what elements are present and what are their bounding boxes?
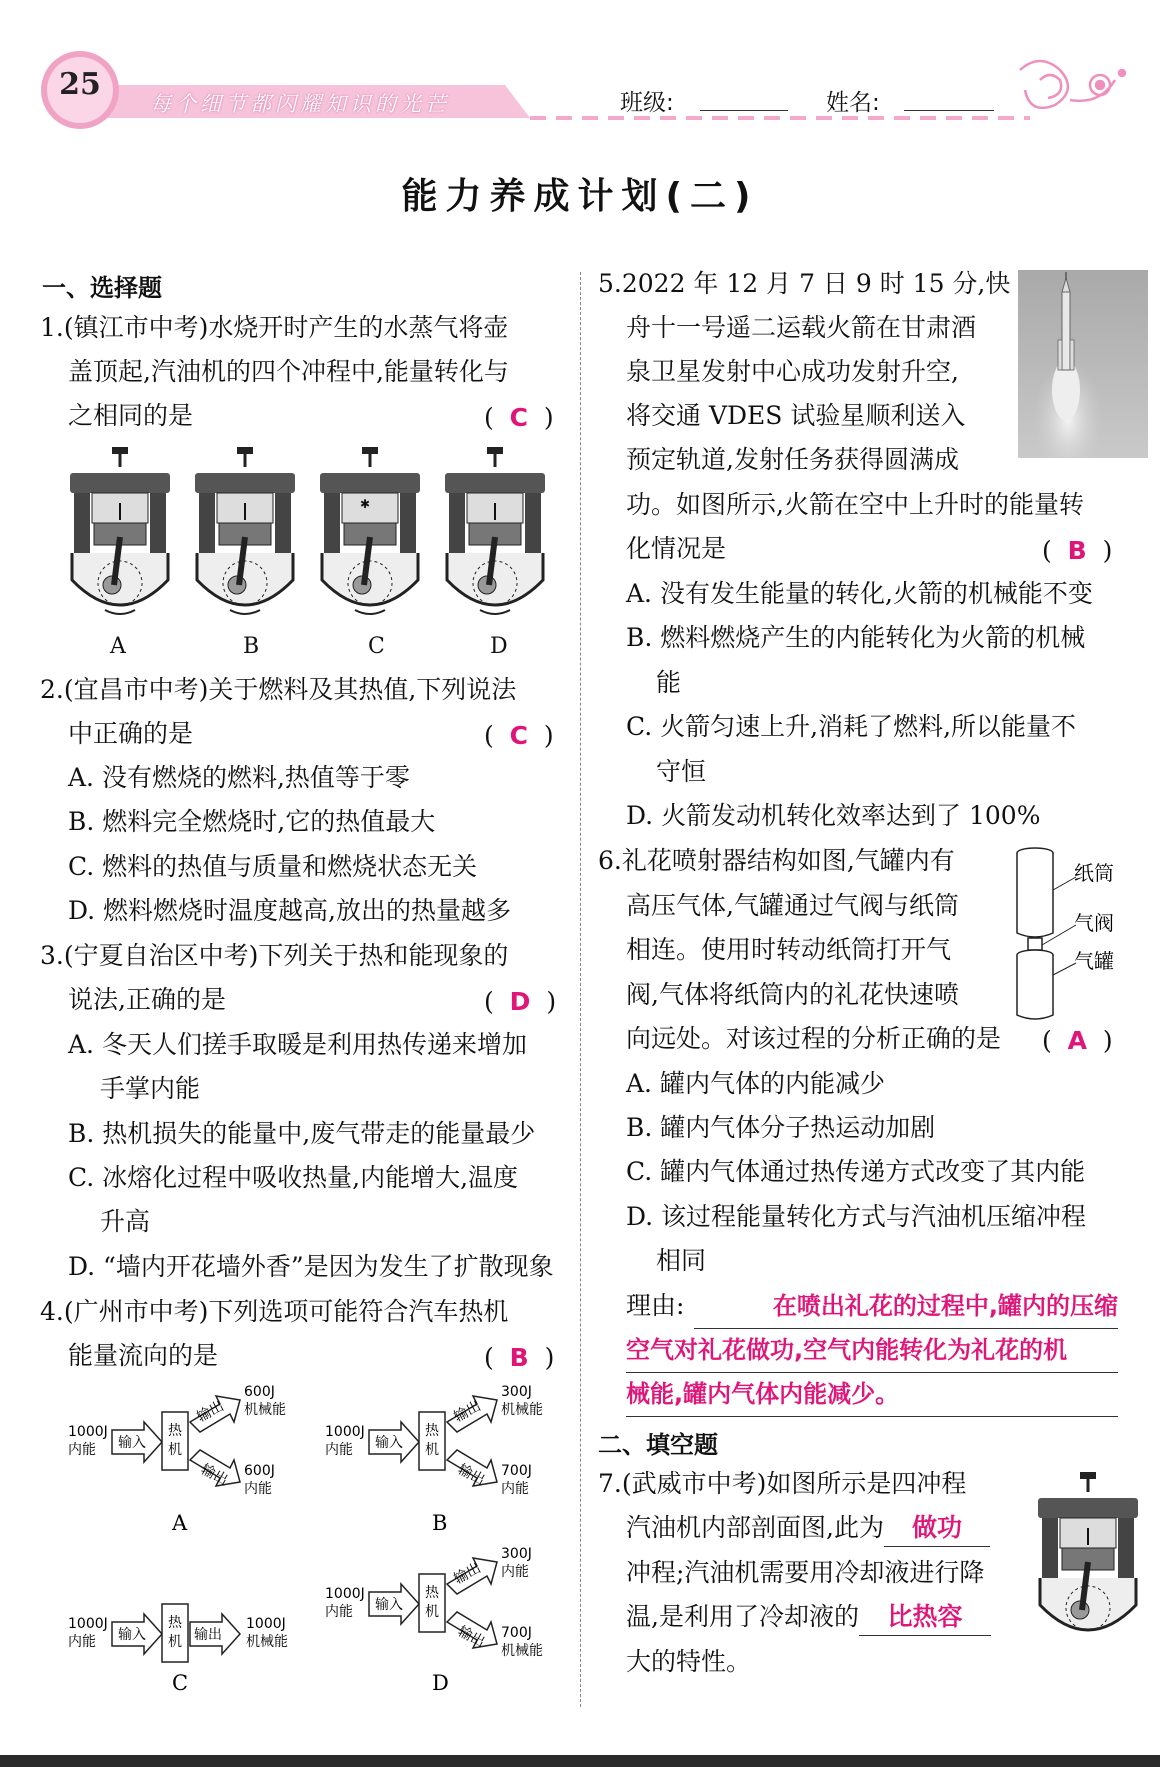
- flow-b-bottom-kind: 内能: [501, 1481, 529, 1497]
- flow-c-out-kind: 机械能: [246, 1634, 288, 1650]
- flow-d-out-label-top: 输出: [451, 1560, 484, 1588]
- q7-blank-2[interactable]: 比热容: [859, 1599, 991, 1636]
- q1-answer-bracket: ( C ): [484, 403, 554, 432]
- flow-d-bottom-kind: 机械能: [501, 1643, 543, 1659]
- label-paper-tube: 纸筒: [1074, 861, 1114, 885]
- rocket-photo: [1018, 270, 1148, 458]
- flow-d-input-kind: 内能: [325, 1604, 353, 1620]
- q7-line-1: 7.(武威市中考)如图所示是四冲程: [598, 1469, 967, 1498]
- q6-answer: A: [1067, 1026, 1088, 1055]
- page-number: 25: [59, 67, 101, 102]
- q7-line-4-text: 温,是利用了冷却液的: [626, 1602, 859, 1631]
- q3-line-1: 3.(宁夏自治区中考)下列关于热和能现象的: [40, 941, 509, 970]
- q5-line-6: 功。如图所示,火箭在空中上升时的能量转: [626, 490, 1084, 519]
- flow-d-engine-1: 热: [425, 1585, 439, 1601]
- flow-a-top-kind: 机械能: [244, 1402, 286, 1418]
- q3-option-c-cont: 升高: [100, 1207, 151, 1236]
- flow-c-input-kind: 内能: [68, 1634, 96, 1650]
- flow-a-input-kind: 内能: [68, 1442, 96, 1458]
- flow-d-caption: D: [432, 1671, 449, 1695]
- flow-b-top-amount: 300J: [501, 1384, 532, 1400]
- q5-option-b: B. 燃料燃烧产生的内能转化为火箭的机械: [626, 623, 1086, 652]
- q3-option-c: C. 冰熔化过程中吸收热量,内能增大,温度: [68, 1163, 519, 1192]
- q1-answer: C: [509, 403, 529, 432]
- q2-line-2: 中正确的是: [68, 719, 194, 748]
- q1-engine-figures: [60, 445, 560, 630]
- q3-option-d: D. “墙内开花墙外香”是因为发生了扩散现象: [68, 1252, 554, 1281]
- flow-a-bottom-amount: 600J: [244, 1463, 275, 1479]
- flow-b-caption: B: [432, 1511, 448, 1535]
- flow-b-input-amount: 1000J: [325, 1424, 365, 1440]
- engine-figure-b: [195, 447, 295, 614]
- q6-reason-line-3[interactable]: 械能,罐内气体内能减少。: [626, 1372, 1118, 1417]
- q1-label-b: B: [243, 634, 260, 659]
- flow-c-out-amount: 1000J: [246, 1616, 286, 1632]
- svg-text:✱: ✱: [360, 497, 371, 511]
- column-divider: [580, 272, 581, 1707]
- q1-label-a: A: [110, 634, 126, 659]
- q6-line-5: 向远处。对该过程的分析正确的是: [626, 1024, 1002, 1053]
- q5-option-d: D. 火箭发动机转化效率达到了 100%: [626, 801, 1041, 830]
- flow-d-engine-2: 机: [425, 1604, 439, 1620]
- q4-diagram-a: [68, 1384, 286, 1535]
- q6-option-d-cont: 相同: [656, 1246, 707, 1275]
- bottom-edge: [0, 1755, 1160, 1767]
- q1-label-c: C: [368, 634, 385, 659]
- q2-option-a: A. 没有燃烧的燃料,热值等于零: [68, 763, 410, 792]
- q6-option-b: B. 罐内气体分子热运动加剧: [626, 1113, 936, 1142]
- section2-title: 二、填空题: [598, 1431, 718, 1459]
- q5-line-2: 舟十一号遥二运载火箭在甘肃酒: [626, 313, 977, 342]
- flow-a-engine-1: 热: [168, 1423, 182, 1439]
- q7-line-5: 大的特性。: [626, 1647, 752, 1676]
- q1-label-d: D: [490, 634, 508, 659]
- flow-d-bottom-amount: 700J: [501, 1625, 532, 1641]
- q6-line-1: 6.礼花喷射器结构如图,气罐内有: [598, 846, 955, 875]
- flow-c-in-label: 输入: [118, 1627, 146, 1643]
- flow-d-input-amount: 1000J: [325, 1586, 365, 1602]
- flow-b-out-label-top: 输出: [451, 1398, 484, 1426]
- q5-line-1: 5.2022 年 12 月 7 日 9 时 15 分,快: [598, 269, 1011, 298]
- q3-answer-bracket: ( D ): [484, 987, 557, 1016]
- q1-line-2: 盖顶起,汽油机的四个冲程中,能量转化与: [68, 357, 509, 386]
- q2-line-1: 2.(宜昌市中考)关于燃料及其热值,下列说法: [40, 675, 517, 704]
- q6-option-c: C. 罐内气体通过热传递方式改变了其内能: [626, 1157, 1086, 1186]
- q4-line-1: 4.(广州市中考)下列选项可能符合汽车热机: [40, 1297, 509, 1326]
- q5-line-4: 将交通 VDES 试验星顺利送入: [626, 401, 966, 430]
- page-header: [0, 40, 1160, 130]
- q7-line-3: 冲程;汽油机需要用冷却液进行降: [626, 1558, 985, 1587]
- page-title: 能力养成计划(二): [401, 176, 759, 217]
- flow-b-engine-2: 机: [425, 1442, 439, 1458]
- flow-b-input-kind: 内能: [325, 1442, 353, 1458]
- name-field[interactable]: [904, 110, 994, 111]
- engine-figure-d: [445, 447, 545, 614]
- q6-reason-label: 理由:: [626, 1291, 685, 1320]
- flow-c-engine-1: 热: [168, 1615, 182, 1631]
- name-label: 姓名:: [826, 90, 880, 116]
- flow-b-in-label: 输入: [375, 1435, 403, 1451]
- flow-b-top-kind: 机械能: [501, 1402, 543, 1418]
- flow-a-in-label: 输入: [118, 1435, 146, 1451]
- section1-title: 一、选择题: [42, 274, 162, 302]
- flow-c-input-amount: 1000J: [68, 1616, 108, 1632]
- flow-a-engine-2: 机: [168, 1442, 182, 1458]
- class-label: 班级:: [620, 90, 674, 116]
- q7-line-4: [626, 1595, 991, 1639]
- class-field[interactable]: [700, 110, 788, 111]
- header-slogan: 每个细节都闪耀知识的光芒: [150, 92, 450, 116]
- q5-option-c: C. 火箭匀速上升,消耗了燃料,所以能量不: [626, 712, 1077, 741]
- q1-line-3: 之相同的是: [68, 401, 194, 430]
- flow-d-top-amount: 300J: [501, 1546, 532, 1562]
- q2-answer-bracket: ( C ): [484, 721, 554, 750]
- q6-line-3: 相连。使用时转动纸筒打开气: [626, 935, 952, 964]
- q7-line-2: [626, 1506, 990, 1550]
- flow-b-bottom-amount: 700J: [501, 1463, 532, 1479]
- q3-line-2: 说法,正确的是: [68, 985, 226, 1014]
- q5-option-b-cont: 能: [656, 668, 682, 697]
- q4-diagram-d: [325, 1546, 543, 1695]
- floral-ornament-icon: [1020, 61, 1125, 108]
- q6-option-a: A. 罐内气体的内能减少: [626, 1069, 885, 1098]
- q2-option-c: C. 燃料的热值与质量和燃烧状态无关: [68, 852, 478, 881]
- q5-answer: B: [1067, 536, 1087, 565]
- q5-line-7: 化情况是: [626, 534, 727, 563]
- q7-blank-1[interactable]: 做功: [884, 1510, 990, 1547]
- q4-diagram-b: [325, 1384, 543, 1535]
- q3-option-a: A. 冬天人们搓手取暖是利用热传递来增加: [68, 1030, 527, 1059]
- flow-a-caption: A: [172, 1511, 188, 1535]
- flow-a-bottom-kind: 内能: [244, 1481, 272, 1497]
- q2-option-d: D. 燃料燃烧时温度越高,放出的热量越多: [68, 896, 511, 925]
- q5-option-c-cont: 守恒: [656, 757, 707, 786]
- q3-option-b: B. 热机损失的能量中,废气带走的能量最少: [68, 1119, 536, 1148]
- q4-line-2: 能量流向的是: [68, 1341, 219, 1370]
- q4-answer: B: [509, 1343, 529, 1372]
- q4-flow-diagrams: [60, 1380, 570, 1700]
- q5-line-3: 泉卫星发射中心成功发射升空,: [626, 357, 959, 386]
- q4-answer-bracket: ( B ): [484, 1343, 555, 1372]
- q3-option-a-cont: 手掌内能: [100, 1074, 201, 1103]
- q6-launcher-figure: [1008, 845, 1158, 1025]
- q3-answer: D: [509, 987, 531, 1016]
- q6-reason-line-2[interactable]: 空气对礼花做功,空气内能转化为礼花的机: [626, 1328, 1118, 1373]
- label-valve: 气阀: [1074, 911, 1114, 935]
- q2-option-b: B. 燃料完全燃烧时,它的热值最大: [68, 807, 436, 836]
- q7-engine-figure: [1028, 1470, 1148, 1650]
- engine-figure-c: [320, 447, 420, 614]
- q6-line-2: 高压气体,气罐通过气阀与纸筒: [626, 891, 959, 920]
- flow-d-top-kind: 内能: [501, 1564, 529, 1580]
- flow-c-caption: C: [172, 1671, 189, 1695]
- flow-a-out-label-bottom: 输出: [198, 1461, 231, 1489]
- q6-reason-line-1[interactable]: 在喷出礼花的过程中,罐内的压缩: [694, 1284, 1118, 1329]
- q6-option-d: D. 该过程能量转化方式与汽油机压缩冲程: [626, 1202, 1087, 1231]
- q6-line-4: 阀,气体将纸筒内的礼花快速喷: [626, 980, 959, 1009]
- flow-d-in-label: 输入: [375, 1597, 403, 1613]
- engine-figure-a: [70, 447, 170, 614]
- label-gas-tank: 气罐: [1074, 949, 1114, 973]
- flow-a-out-label-top: 输出: [194, 1398, 227, 1426]
- flow-b-out-label-bottom: 输出: [455, 1461, 488, 1489]
- q5-line-5: 预定轨道,发射任务获得圆满成: [626, 445, 959, 474]
- q6-answer-bracket: ( A ): [1042, 1026, 1113, 1055]
- q7-line-2-text: 汽油机内部剖面图,此为: [626, 1513, 884, 1542]
- q5-option-a: A. 没有发生能量的转化,火箭的机械能不变: [626, 579, 1093, 608]
- q4-diagram-c: [68, 1604, 288, 1695]
- flow-a-input-amount: 1000J: [68, 1424, 108, 1440]
- flow-d-out-label-bottom: 输出: [455, 1623, 488, 1651]
- flow-a-top-amount: 600J: [244, 1384, 275, 1400]
- q5-answer-bracket: ( B ): [1042, 536, 1113, 565]
- flow-c-out-label: 输出: [194, 1627, 222, 1643]
- flow-c-engine-2: 机: [168, 1634, 182, 1650]
- flow-b-engine-1: 热: [425, 1423, 439, 1439]
- q1-line-1: 1.(镇江市中考)水烧开时产生的水蒸气将壶: [40, 313, 509, 342]
- q2-answer: C: [509, 721, 529, 750]
